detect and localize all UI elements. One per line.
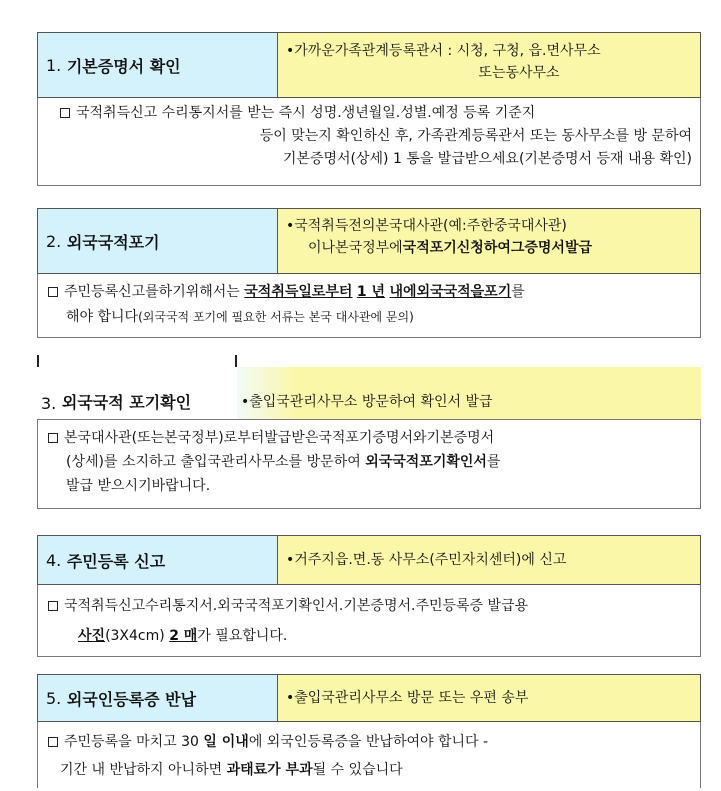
section-1-body: 국적취득신고 수리통지서를 받는 즉시 성명.생년월일.성별.예정 등록 기준지 등이 맞는지 확인하신 후, 가족관계등록관서 또는 동사무소를 방 문하여 기본증명서(상세) 1 통을 발급받으세요(기본증명서 등재 내용 확인) [37, 98, 701, 186]
section-2-note: •국적취득전의본국대사관(예:주한중국대사관) 이나본국정부에국적포기신청하여그증명서발급 [278, 209, 700, 273]
section-5-header [37, 674, 701, 722]
checkbox-icon [48, 287, 58, 297]
section-5-title: 5. 외국인등록증 반납 [38, 675, 278, 721]
section-5-body: 주민등록을 마치고 30 일 이내에 외국인등록증을 반납하여야 합니다 - 기간 내 반납하지 아니하면 과태료가 부과될 수 있습니다 [37, 722, 701, 788]
section-3-body: 본국대사관(또는본국정부)로부터발급받은국적포기증명서와기본증명서 (상세)를 소지하고 출입국관리사무소를 방문하여 외국국적포기확인서를 발급 받으시기바랍니다. [37, 419, 701, 509]
section-1-title: 1. 기본증명서 확인 [38, 33, 278, 97]
section-4-title: 4. 주민등록 신고 [38, 536, 278, 584]
checkbox-icon [60, 108, 70, 118]
checkbox-icon [48, 433, 58, 443]
checkbox-icon [48, 737, 58, 747]
section-3-title: 3. 외국국적 포기확인 [37, 367, 237, 419]
section-4-note: •거주지읍.면.동 사무소(주민자치센터)에 신고 [278, 536, 700, 584]
section-3-note: •출입국관리사무소 방문하여 확인서 발급 [237, 367, 701, 419]
section-3-header [37, 367, 701, 419]
section-2-title: 2. 외국국적포기 [38, 209, 278, 273]
section-4-body: 국적취득신고수리통지서.외국국적포기확인서.기본증명서.주민등록증 발급용 사진(3X4cm) 2 매가 필요합니다. [37, 585, 701, 657]
section-5-note: •출입국관리사무소 방문 또는 우편 송부 [278, 675, 700, 721]
section-1-header [37, 32, 701, 98]
section-2-header [37, 208, 701, 274]
section-4-header [37, 535, 701, 585]
section-1-note: •가까운가족관계등록관서 : 시청, 구청, 읍.면사무소 또는동사무소 [278, 33, 700, 97]
checkbox-icon [48, 601, 58, 611]
section-2-body: 주민등록신고를하기위해서는 국적취득일로부터 1 년 내에외국국적을포기를 해야 합니다(외국국적 포기에 필요한 서류는 본국 대사관에 문의) [37, 274, 701, 338]
